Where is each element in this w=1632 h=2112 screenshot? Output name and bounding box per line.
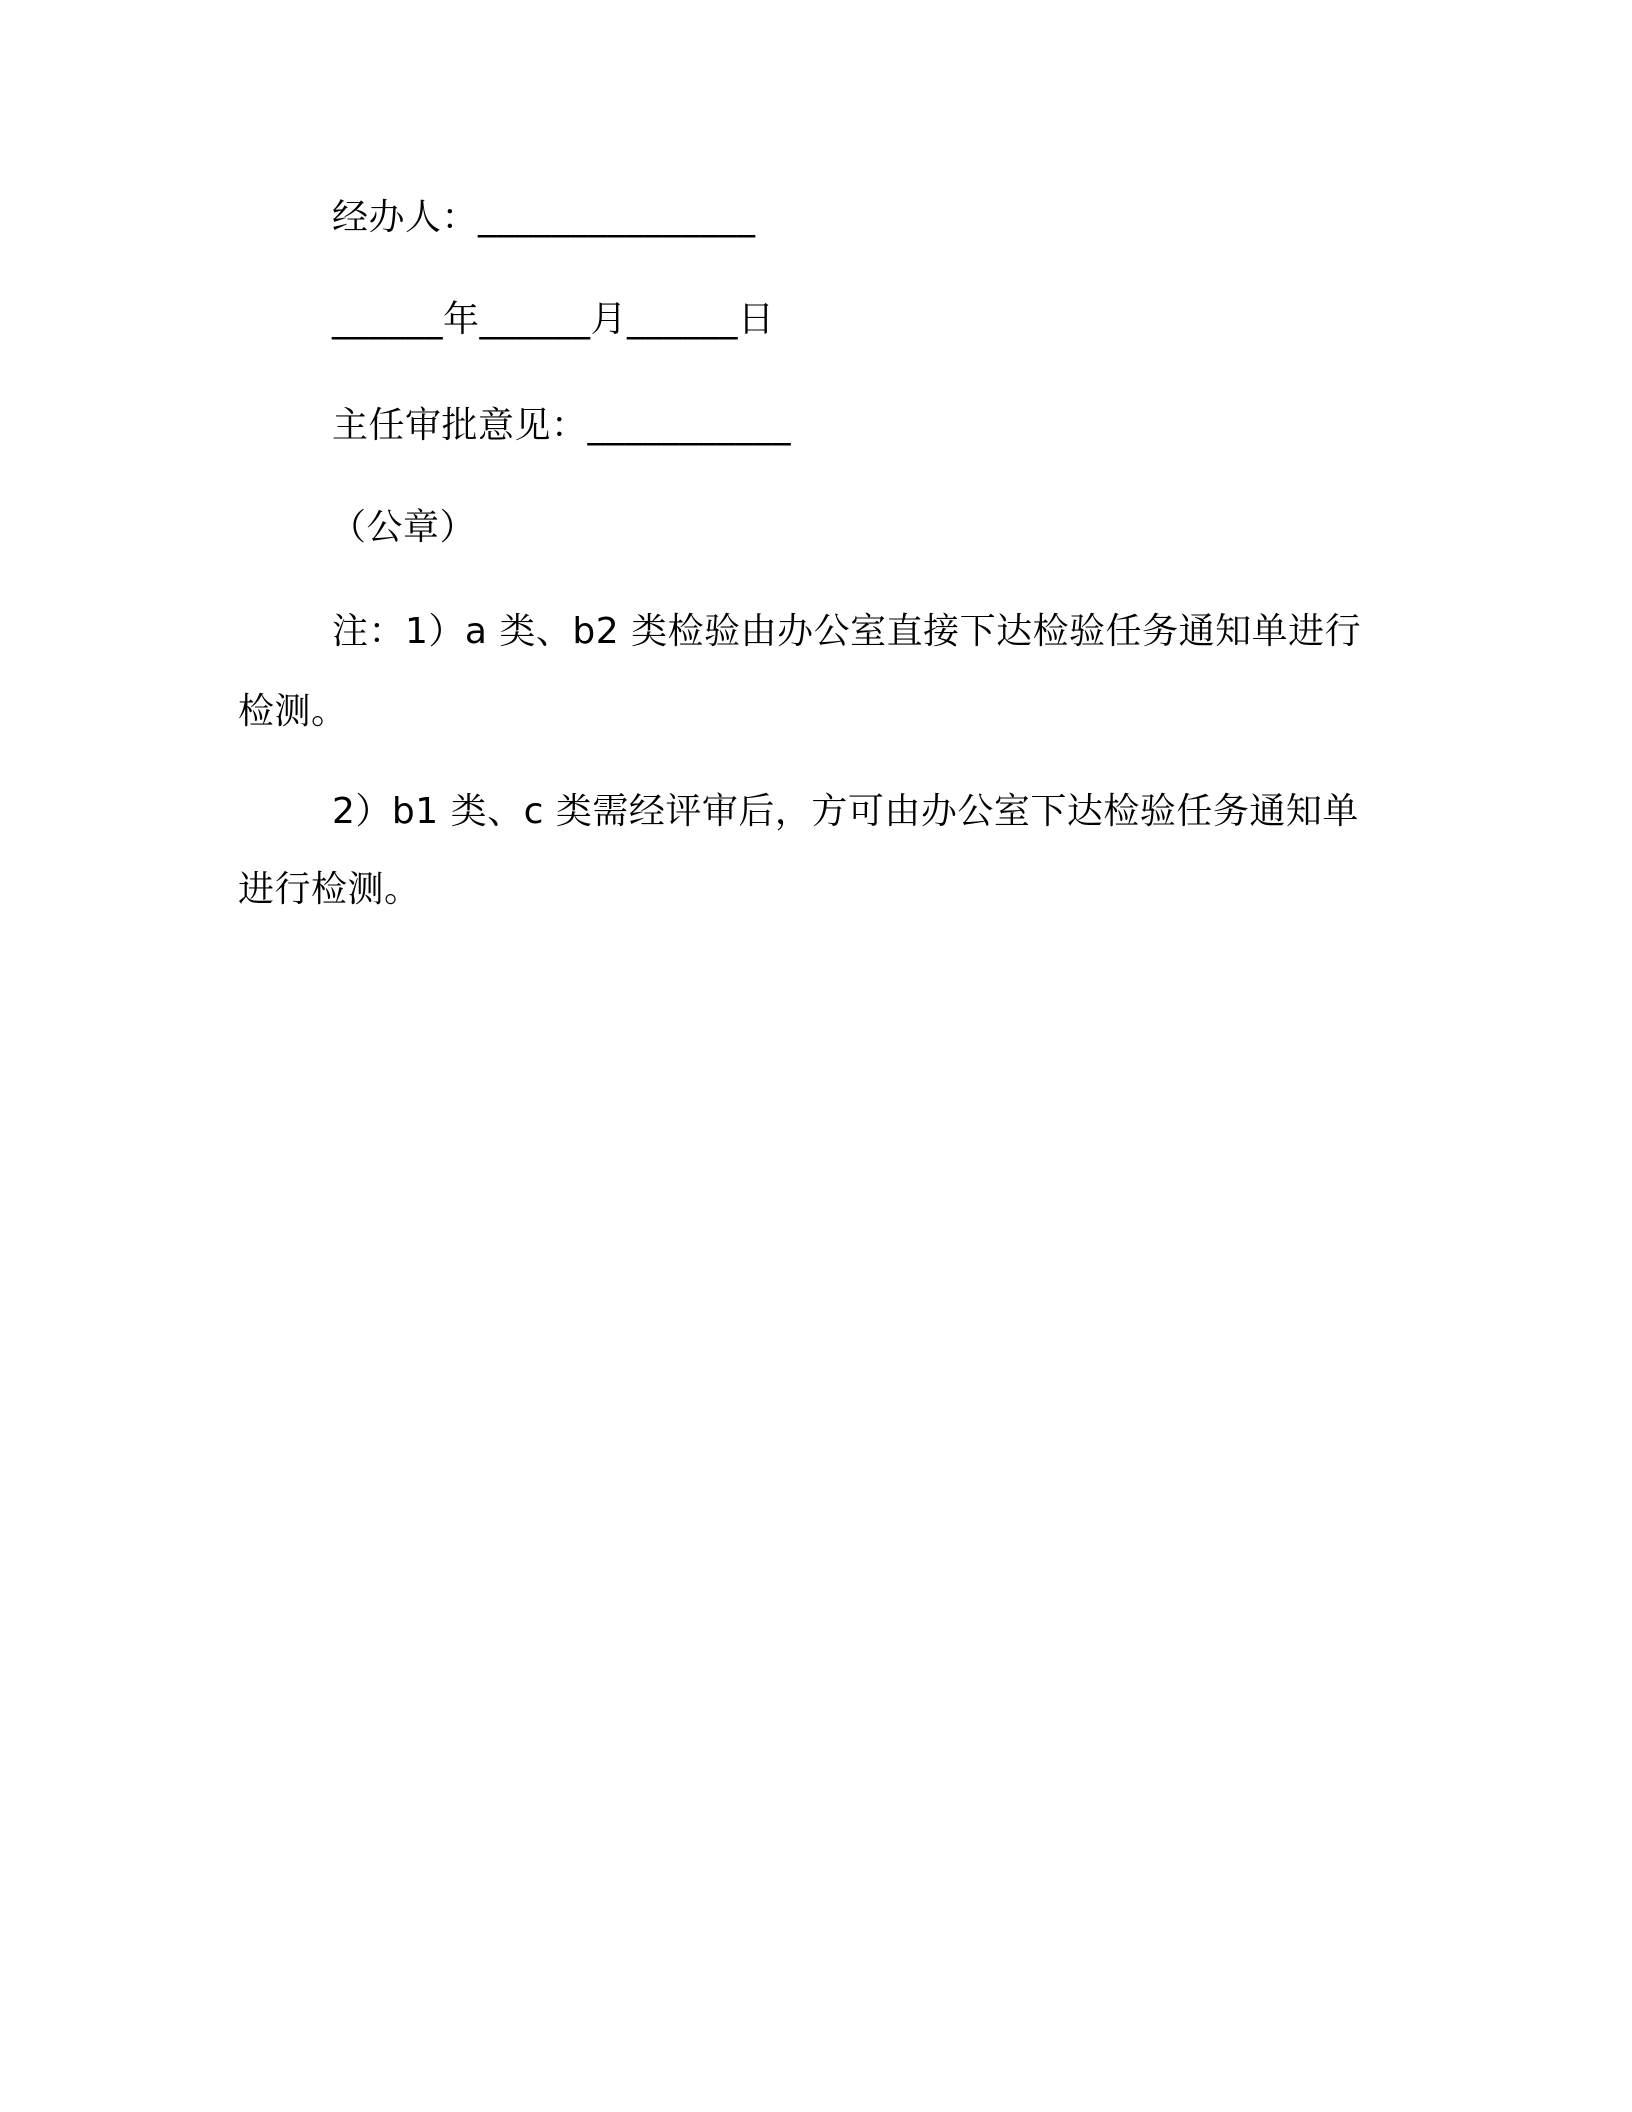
note-2-line-1: 2）b1 类、c 类需经评审后，方可由办公室下达检验任务通知单: [332, 791, 1359, 832]
handler-signature-line: 经办人：_______________: [332, 197, 756, 238]
director-approval-line: 主任审批意见：___________: [332, 405, 792, 446]
note-2-line-2: 进行检测。: [238, 869, 421, 910]
date-line: ______年______月______日: [332, 299, 775, 340]
official-seal-label: （公章）: [330, 507, 477, 548]
note-1-line-1: 注：1）a 类、b2 类检验由办公室直接下达检验任务通知单进行: [332, 611, 1362, 652]
note-1-line-2: 检测。: [238, 691, 348, 732]
